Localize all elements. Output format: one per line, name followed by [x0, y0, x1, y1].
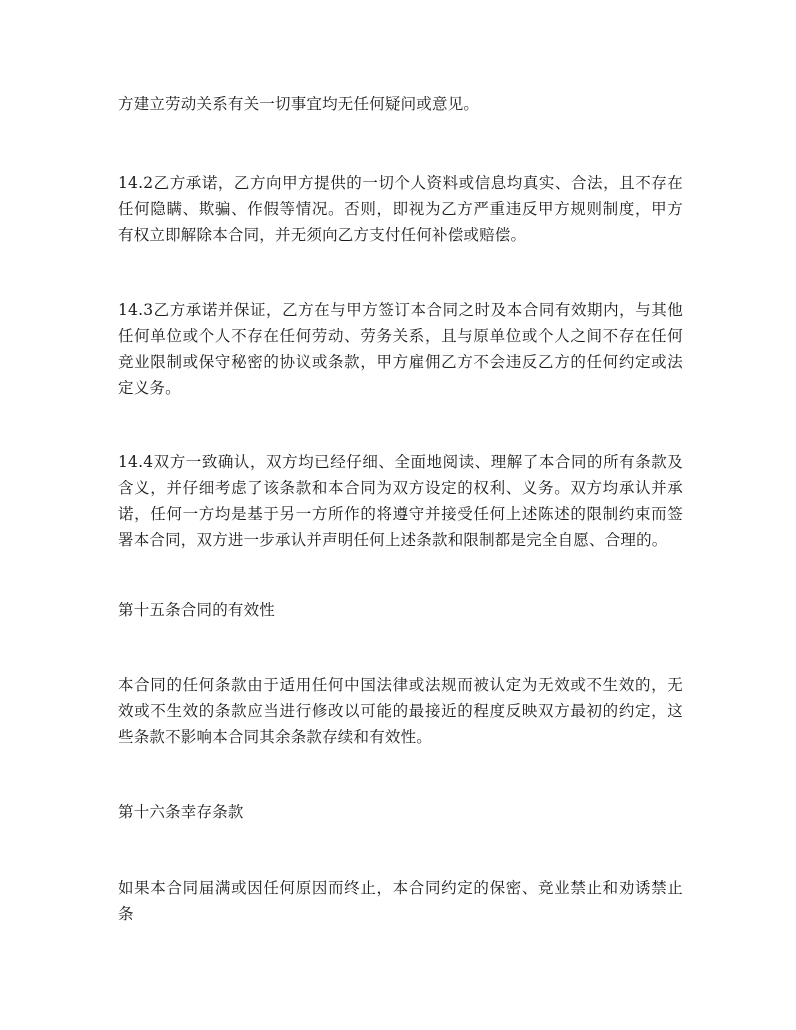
- article-16-heading: 第十六条幸存条款: [118, 803, 244, 821]
- article-16-body: 如果本合同届满或因任何原因而终止，本合同约定的保密、竞业禁止和劝诱禁止条: [118, 879, 683, 923]
- paragraph-14-4: 14.4双方一致确认，双方均已经仔细、全面地阅读、理解了本合同的所有条款及含义，并仔细考虑了该条款和本合同为双方设定的权利、义务。双方均承认并承诺，任何一方均是基于另一方所作的将遵守并接受任何上述陈述的限制约束而签署本合同，双方进一步承认并声明任何上述条款和限制都是完全自愿、合理的。: [118, 453, 683, 549]
- paragraph-14-3: 14.3乙方承诺并保证，乙方在与甲方签订本合同之时及本合同有效期内，与其他任何单位或个人不存在任何劳动、劳务关系，且与原单位或个人之间不存在任何竞业限制或保守秘密的协议或条款，甲方雇佣乙方不会违反乙方的任何约定或法定义务。: [118, 301, 683, 397]
- article-15-body: 本合同的任何条款由于适用任何中国法律或法规而被认定为无效或不生效的，无效或不生效的条款应当进行修改以可能的最接近的程度反映双方最初的约定，这些条款不影响本合同其余条款存续和有效性。: [118, 676, 683, 746]
- paragraph-14-1-continuation: 方建立劳动关系有关一切事宜均无任何疑问或意见。: [118, 95, 480, 113]
- paragraph-14-2: 14.2乙方承诺，乙方向甲方提供的一切个人资料或信息均真实、合法，且不存在任何隐瞒、欺骗、作假等情况。否则，即视为乙方严重违反甲方规则制度，甲方有权立即解除本合同，并无须向乙方支付任何补偿或赔偿。: [118, 174, 683, 244]
- article-15-heading: 第十五条合同的有效性: [118, 601, 276, 619]
